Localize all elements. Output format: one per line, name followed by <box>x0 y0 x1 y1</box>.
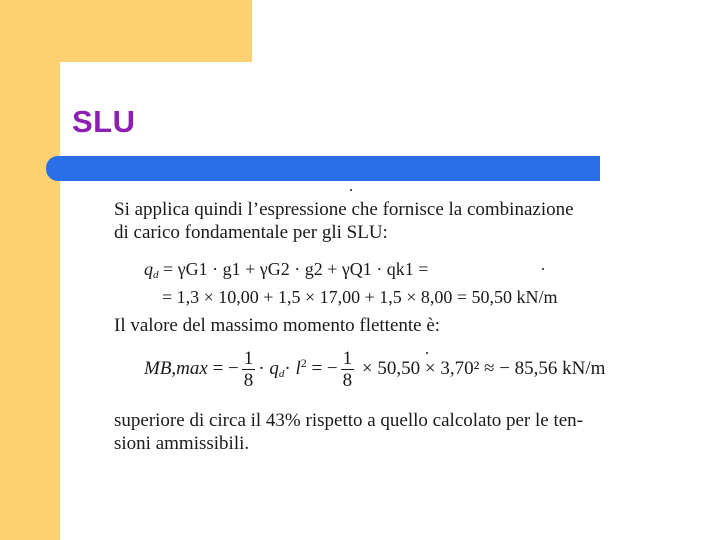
formula2-lhs: MB,max <box>144 357 208 379</box>
intro-paragraph <box>114 198 574 244</box>
scan-speck <box>350 189 352 191</box>
decoration-left-strip <box>0 0 60 540</box>
max-moment-formula: MB,max = − $\frac{1}{8}$ · $q_d\cdot l^2$ = − $\frac{1}{8}$ × 50,50 × 3,70² ≈ − 85,56 kN/m <box>144 348 606 391</box>
fraction-1-8-second: $\frac{1}{8}$ <box>342 348 353 391</box>
conclusion-line-1: superiore di circa il 43% rispetto a quello calcolato per le ten- <box>114 410 584 431</box>
load-combination-formula <box>144 258 558 308</box>
formula2-rhs: × 50,50 × 3,70² ≈ − 85,56 kN/m <box>361 357 606 379</box>
scan-speck <box>426 352 428 354</box>
intro-line-2: di carico fondamentale per gli SLU: <box>114 222 388 243</box>
scan-speck <box>542 268 544 270</box>
moment-paragraph: Il valore del massimo momento flettente è: <box>114 315 441 336</box>
fraction-1-8: $\frac{1}{8}$ <box>243 348 254 391</box>
formula1-line-2: = 1,3 × 10,00 + 1,5 × 17,00 + 1,5 × 8,00 = 50,50 kN/m <box>162 287 558 307</box>
title-underline-bar <box>46 156 600 181</box>
conclusion-line-2: sioni ammissibili. <box>114 433 250 454</box>
formula1-line-1-text: = γG1 · g1 + γG2 · g2 + γQ1 · qk1 = <box>163 259 429 279</box>
slide-title: SLU <box>72 104 136 139</box>
intro-line-1: Si applica quindi l’espressione che fornisce la combinazione <box>114 199 574 220</box>
decoration-corner <box>60 62 100 102</box>
formula1-line-1: $q_d = \gamma G1 \cdot g1 + \gamma G2 \cdot g2 + \gamma Q1 \cdot qk1$ = <box>144 259 429 281</box>
conclusion-paragraph <box>114 409 624 455</box>
